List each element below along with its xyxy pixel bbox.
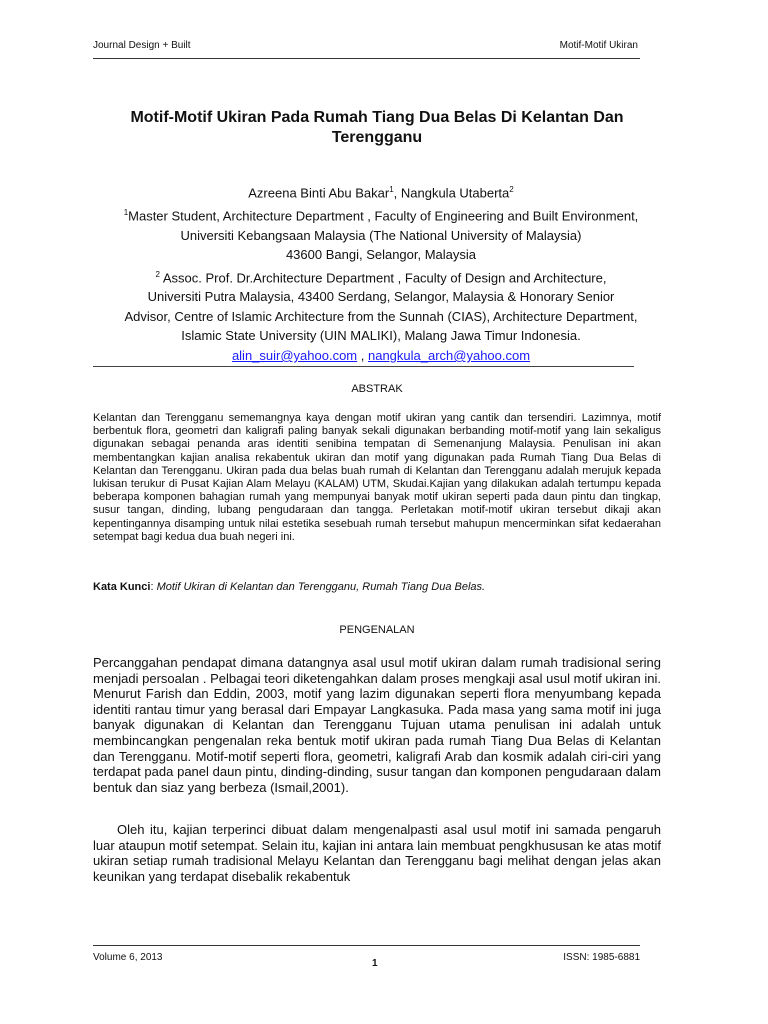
author-2-sup: 2 [509, 185, 514, 194]
author-block-rule [93, 366, 634, 367]
affiliation-1-text: Master Student, Architecture Department , Faculty of Engineering and Built Environment, [128, 208, 639, 224]
author-block [86, 180, 676, 365]
affiliation-2-line-4: Islamic State University (UIN MALIKI), Malang Jawa Timur Indonesia. [181, 328, 581, 344]
keywords-text: Motif Ukiran di Kelantan dan Terengganu, Rumah Tiang Dua Belas. [156, 581, 486, 593]
author-line [86, 180, 676, 203]
abstract-text: Kelantan dan Terengganu sememangnya kaya dengan motif ukiran yang cantik dan tersendiri. Lazimnya, motif berbentuk flora, geometri dan kaligrafi paling banyak sekali digunakan berbanding motif-motif yang lain sekaligus digunakan sebagai penanda aras identiti senibina tempatan di Semenanjung Malaysia. Penulisan ini akan membentangkan kajian analisa rekabentuk ukiran dan motif yang digunakan pada Rumah Tiang Dua Belas di Kelantan dan Terengganu. Ukiran pada dua belas buah rumah di Kelantan dan Terengganu adalah merujuk kepada lukisan terukur di Pusat Kajian Alam Melayu (KALAM) UTM, Skudai.Kajian yang dilakukan adalah tertumpu kepada beberapa komponen bahagian rumah yang mempunyai banyak motif ukiran seperti pada daun pintu dan tingkap, susur tangan, dinding, lubang pengudaraan dan tangga. Perletakan motif-motif ukiran tersebut dikaji akan kepentingannya disamping untuk nilai estetika sesebuah rumah tersebut mahupun mencerminkan sifat kedaerahan setempat bagi kedua dua buah negeri ini. [93, 412, 661, 543]
affiliation-1-line-1 [86, 203, 676, 226]
email-link-1[interactable]: alin_suir@yahoo.com [231, 347, 358, 363]
page-number: 1 [372, 958, 378, 969]
email-link-2[interactable]: nangkula_arch@yahoo.com [367, 347, 531, 363]
footer-issn: ISSN: 1985-6881 [563, 952, 640, 963]
title-line-1: Motif-Motif Ukiran Pada Rumah Tiang Dua Belas Di Kelantan Dan [130, 109, 624, 126]
email-line [86, 346, 676, 366]
running-header-journal: Journal Design + Built [93, 40, 191, 51]
abstract-heading: ABSTRAK [351, 383, 403, 395]
affiliation-1-sup: 1 [123, 207, 129, 217]
affiliation-1-line-3: 43600 Bangi, Selangor, Malaysia [285, 247, 477, 263]
affiliation-2-sup: 2 [155, 269, 160, 279]
keywords-label: Kata Kunci [93, 581, 151, 593]
footer-rule [93, 945, 640, 946]
author-sep: , [393, 185, 401, 201]
header-rule [93, 58, 640, 59]
footer-volume: Volume 6, 2013 [93, 952, 163, 963]
body-paragraph-2: Oleh itu, kajian terperinci dibuat dalam mengenalpasti asal usul motif ini samada pengaruh luar ataupun motif setempat. Selain itu, kajian ini antara lain membuat pengkhususan ke atas motif ukiran setiap rumah tradisional Melayu Kelantan dan Terengganu bagi melihat dengan jelas akan keunikan yang terdapat disebalik rekabentuk [93, 822, 661, 884]
keywords [93, 581, 661, 593]
introduction-heading: PENGENALAN [339, 624, 415, 636]
body-paragraph-1: Percanggahan pendapat dimana datangnya asal usul motif ukiran dalam rumah tradisional sering menjadi persoalan . Pelbagai teori diketengahkan dalam proses mengkaji asal usul motif ukiran ini. Menurut Farish dan Eddin, 2003, motif yang lazim digunakan seperti flora menyumbang kepada identiti rantau timur yang berasal dari Empayar Langkasuka. Pada masa yang sama motif ini juga banyak digunakan di Kelantan dan Terengganu Tujuan utama penulisan ini adalah untuk membincangkan pengenalan reka bentuk motif ukiran pada rumah Tiang Dua Belas di Kelantan dan Terengganu. Motif-motif seperti flora, geometri, kaligrafi Arab dan kosmik adalah ciri-ciri yang terdapat pada panel daun pintu, dinding-dinding, susur tangan dan komponen pengudaraan dalam bentuk dan siaz yang berbeza (Ismail,2001). [93, 655, 661, 795]
running-header-short-title: Motif-Motif Ukiran [559, 40, 638, 51]
affiliation-2-line-1 [86, 265, 676, 288]
email-sep: , [357, 347, 368, 363]
author-1: Azreena Binti Abu Bakar [248, 185, 390, 201]
title-line-2: Terengganu [331, 129, 423, 146]
keywords-colon: : [150, 581, 157, 593]
affiliation-1-line-2: Universiti Kebangsaan Malaysia (The National University of Malaysia) [180, 227, 582, 243]
author-2: Nangkula Utaberta [400, 185, 510, 201]
affiliation-2-line-2: Universiti Putra Malaysia, 43400 Serdang, Selangor, Malaysia & Honorary Senior [147, 289, 615, 305]
affiliation-2-text: Assoc. Prof. Dr.Architecture Department , Faculty of Design and Architecture, [159, 269, 607, 285]
paper-title [93, 108, 661, 148]
author-1-sup: 1 [389, 185, 394, 194]
affiliation-2-line-3: Advisor, Centre of Islamic Architecture from the Sunnah (CIAS), Architecture Department, [124, 308, 638, 324]
